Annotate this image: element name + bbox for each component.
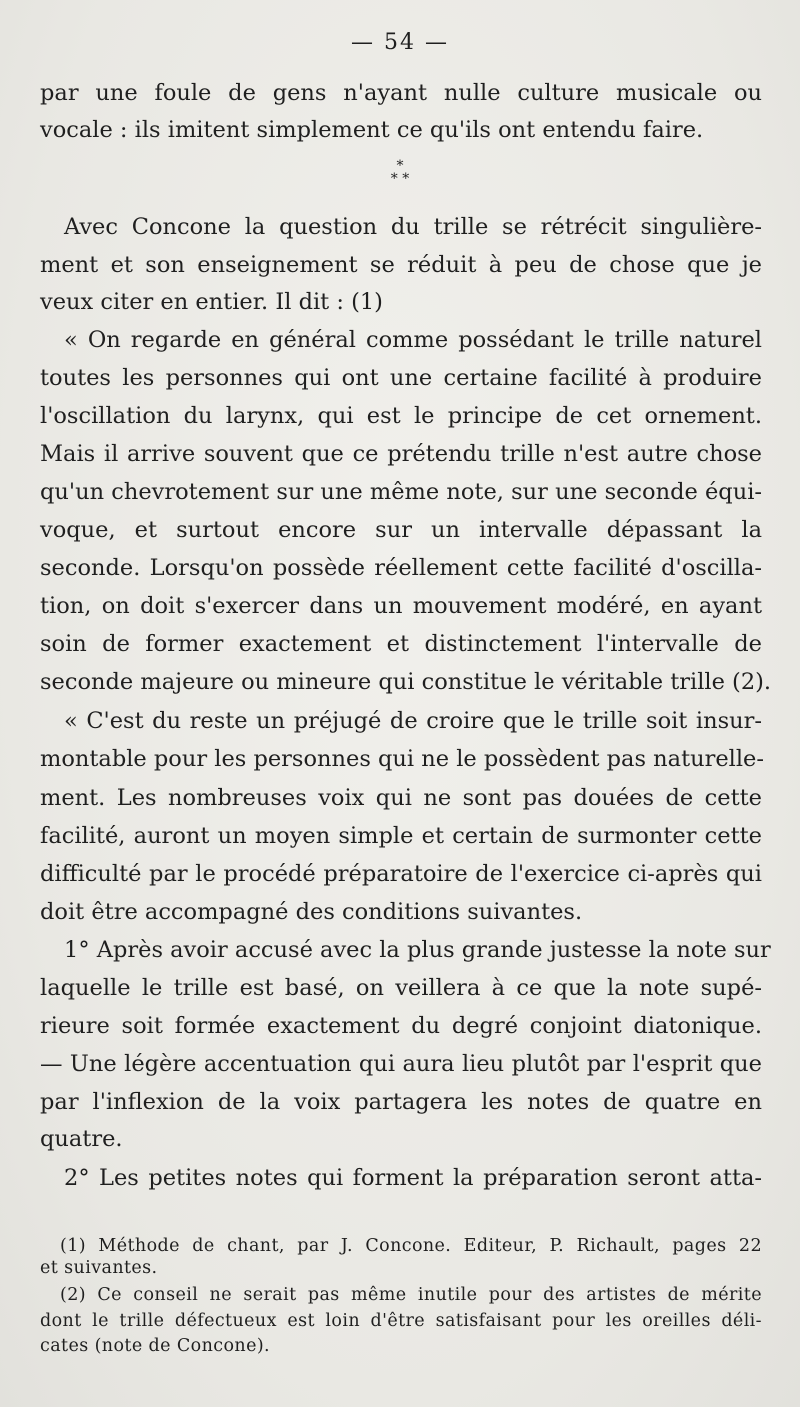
text-line: ment. Les nombreuses voix qui ne sont pas douées de cette	[40, 785, 762, 811]
text-line: seconde. Lorsqu'on possède réellement cette facilité d'oscilla-	[40, 555, 762, 581]
text-line: laquelle le trille est basé, on veillera à ce que la note supé-	[40, 975, 762, 1001]
text-line: facilité, auront un moyen simple et certain de surmonter cette	[40, 823, 762, 849]
text-line: vocale : ils imitent simplement ce qu'ils ont entendu faire.	[40, 117, 704, 143]
asterism-top: *	[396, 158, 404, 174]
text-line: voque, et surtout encore sur un intervalle dépassant la	[40, 517, 762, 543]
text-line: ment et son enseignement se réduit à peu de chose que je	[40, 252, 762, 278]
text-line: « C'est du reste un préjugé de croire que le trille soit insur-	[64, 708, 762, 734]
text-line: « On regarde en général comme possédant le trille naturel	[64, 327, 762, 353]
text-line: Mais il arrive souvent que ce prétendu trille n'est autre chose	[40, 441, 762, 467]
footnote-line: (1) Méthode de chant, par J. Concone. Editeur, P. Richault, pages 22	[60, 1236, 762, 1256]
text-line: 1° Après avoir accusé avec la plus grande justesse la note sur	[64, 937, 771, 963]
text-line: soin de former exactement et distinctement l'intervalle de	[40, 631, 762, 657]
footnote-line: dont le trille défectueux est loin d'être satisfaisant pour les oreilles déli-	[40, 1311, 762, 1331]
text-line: par une foule de gens n'ayant nulle culture musicale ou	[40, 80, 762, 106]
footnote-line: (2) Ce conseil ne serait pas même inutile pour des artistes de mérite	[60, 1285, 762, 1305]
text-line: Avec Concone la question du trille se rétrécit singulière-	[64, 214, 762, 240]
text-line: doit être accompagné des conditions suivantes.	[40, 899, 583, 925]
text-line: l'oscillation du larynx, qui est le principe de cet ornement.	[40, 403, 762, 429]
text-line: 2° Les petites notes qui forment la préparation seront atta-	[64, 1165, 762, 1191]
text-line: montable pour les personnes qui ne le possèdent pas naturelle-	[40, 746, 764, 772]
text-line: rieure soit formée exactement du degré conjoint diatonique.	[40, 1013, 762, 1039]
footnote-line: cates (note de Concone).	[40, 1336, 271, 1356]
asterism-bottom: * *	[390, 171, 410, 187]
text-line: quatre.	[40, 1126, 123, 1152]
text-line: tion, on doit s'exercer dans un mouvement modéré, en ayant	[40, 593, 762, 619]
text-line: par l'inflexion de la voix partagera les notes de quatre en	[40, 1089, 762, 1115]
text-line: — Une légère accentuation qui aura lieu plutôt par l'esprit que	[40, 1051, 762, 1077]
footnote-line: et suivantes.	[40, 1258, 158, 1278]
text-line: difficulté par le procédé préparatoire de l'exercice ci-après qui	[40, 861, 762, 887]
asterism-divider	[0, 160, 800, 186]
page-number: — 54 —	[351, 30, 449, 55]
text-line: seconde majeure ou mineure qui constitue le véritable trille (2).	[40, 669, 772, 695]
text-line: qu'un chevrotement sur une même note, sur une seconde équi-	[40, 479, 762, 505]
text-line: veux citer en entier. Il dit : (1)	[40, 289, 383, 315]
text-line: toutes les personnes qui ont une certaine facilité à produire	[40, 365, 762, 391]
